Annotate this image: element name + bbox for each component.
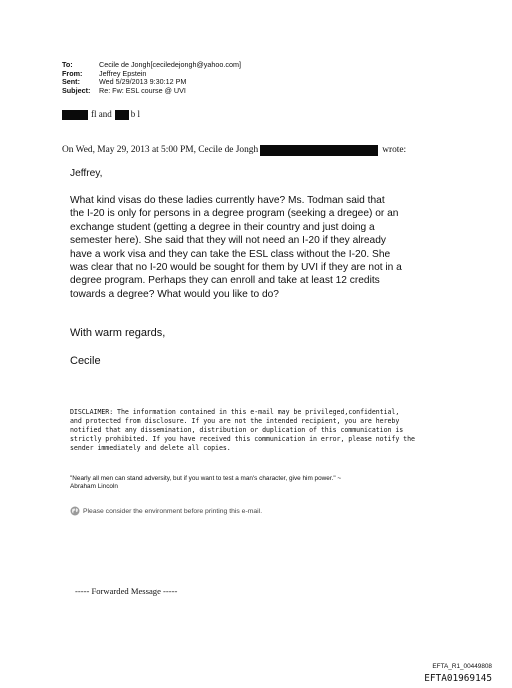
message-line: towards a degree? What would you like to do? bbox=[70, 288, 279, 300]
subject-row bbox=[62, 87, 241, 96]
subject-value: Re: Fw: ESL course @ UVI bbox=[99, 85, 186, 95]
email-header bbox=[62, 61, 241, 95]
signature: Cecile bbox=[70, 355, 101, 367]
disclaimer-line: and protected from disclosure. If you are not the intended recipient, you are hereby bbox=[70, 417, 400, 425]
reply-line bbox=[62, 109, 140, 120]
message-line: degree program. Perhaps they can enroll and take at least 12 credits bbox=[70, 275, 380, 287]
redaction-box bbox=[115, 110, 129, 120]
quoted-intro bbox=[62, 144, 406, 156]
quoted-intro-lead: On Wed, May 29, 2013 at 5:00 PM, Cecile de Jongh bbox=[62, 145, 259, 155]
subject-label: Subject: bbox=[62, 85, 91, 95]
forwarded-message-divider: ----- Forwarded Message ----- bbox=[75, 586, 178, 596]
environment-note-text: Please consider the environment before printing this e-mail. bbox=[83, 507, 263, 515]
disclaimer-line: notified that any dissemination, distribution or duplication of this communication is bbox=[70, 426, 404, 434]
redaction-box bbox=[62, 110, 88, 120]
sent-value: Wed 5/29/2013 9:30:12 PM bbox=[99, 77, 187, 87]
to-row bbox=[62, 61, 241, 70]
greeting: Jeffrey, bbox=[70, 168, 103, 179]
closing: With warm regards, bbox=[70, 327, 166, 339]
redaction-box bbox=[260, 145, 378, 156]
disclaimer bbox=[70, 408, 415, 453]
message-line: exchange student (getting a degree in their country and just doing a bbox=[70, 221, 375, 233]
quote-line: "Nearly all men can stand adversity, but if you want to test a man's character, give him power." ~ bbox=[70, 475, 342, 482]
sent-label: Sent: bbox=[62, 77, 80, 87]
disclaimer-line: sender immediately and delete all copies. bbox=[70, 444, 231, 452]
disclaimer-line: strictly prohibited. If you have received this communication in error, please notify the bbox=[70, 435, 415, 443]
quoted-intro-trail: wrote: bbox=[382, 145, 407, 155]
from-label: From: bbox=[62, 68, 83, 78]
disclaimer-line: DISCLAIMER: The information contained in this e-mail may be privileged,confidential, bbox=[70, 408, 400, 416]
message-line: What kind visas do these ladies currently have? Ms. Todman said that bbox=[70, 195, 385, 206]
to-value: Cecile de Jongh[ceciledejongh@yahoo.com] bbox=[99, 60, 241, 69]
message-line: was clear that no I-20 would be sought for them by UVI if they are not in a bbox=[70, 262, 402, 274]
signature-quote bbox=[70, 475, 341, 491]
quote-line: Abraham Lincoln bbox=[70, 483, 118, 490]
to-label: To: bbox=[62, 60, 73, 69]
environment-note bbox=[70, 506, 262, 516]
globe-icon bbox=[70, 506, 80, 516]
reply-line-part2: b l bbox=[130, 109, 141, 119]
message-line: have a work visa and they can take the ESL class without the I-20. She bbox=[70, 248, 391, 260]
from-value: Jeffrey Epstein bbox=[99, 68, 147, 78]
reply-line-part1: fl and bbox=[91, 109, 112, 119]
bates-number-2: EFTA01969145 bbox=[424, 673, 492, 684]
message-body bbox=[70, 194, 402, 301]
bates-number-1: EFTA_R1_00449808 bbox=[432, 663, 492, 670]
message-line: the I-20 is only for persons in a degree program (seeking a dregee) or an bbox=[70, 208, 399, 220]
message-line: semester here). She said that they will not need an I-20 if they already bbox=[70, 235, 386, 247]
